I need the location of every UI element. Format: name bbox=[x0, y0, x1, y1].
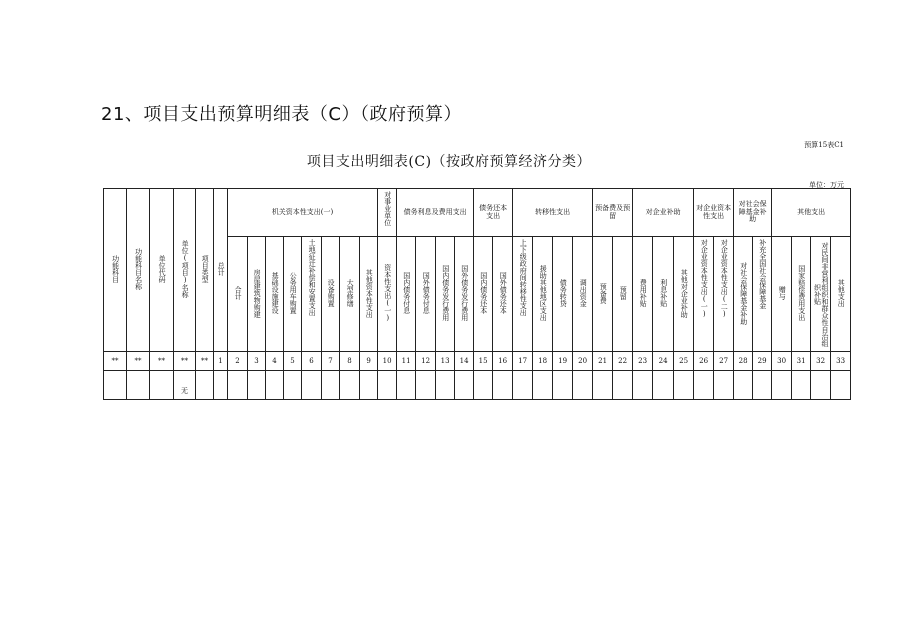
header-row-groups bbox=[104, 189, 851, 237]
col-head-sub: 对企业资本性支出(二) bbox=[714, 237, 734, 352]
code-cell: 7 bbox=[322, 352, 340, 371]
col-head-sub: 大型修缮 bbox=[340, 237, 360, 352]
code-cell: ** bbox=[174, 352, 196, 371]
col-head-sub: 国内债务发行费用 bbox=[436, 237, 455, 352]
data-cell bbox=[613, 371, 633, 400]
data-cell bbox=[455, 371, 474, 400]
data-cell bbox=[284, 371, 302, 400]
col-head-sub: 预备费 bbox=[593, 237, 613, 352]
group-head-debt-principal: 债务还本支出 bbox=[474, 189, 513, 237]
code-cell: 4 bbox=[266, 352, 284, 371]
code-cell: 24 bbox=[653, 352, 674, 371]
code-cell: 1 bbox=[214, 352, 228, 371]
code-cell: 3 bbox=[248, 352, 266, 371]
data-cell bbox=[214, 371, 228, 400]
code-cell: 25 bbox=[674, 352, 694, 371]
table-title: 项目支出明细表(C)（按政府预算经济分类） bbox=[306, 154, 592, 170]
data-cell bbox=[573, 371, 593, 400]
data-cell bbox=[653, 371, 674, 400]
col-head-sub: 债务转贷 bbox=[553, 237, 573, 352]
code-cell: 33 bbox=[831, 352, 851, 371]
data-cell bbox=[416, 371, 436, 400]
col-head-sub: 预留 bbox=[613, 237, 633, 352]
data-cell bbox=[493, 371, 513, 400]
col-head-sub: 合计 bbox=[228, 237, 248, 352]
data-cell bbox=[593, 371, 613, 400]
col-head-project-type: 项目类型 bbox=[196, 189, 214, 352]
group-head-enterprise-capital: 对企业资本性支出 bbox=[694, 189, 734, 237]
col-head-function-code: 功能科目 bbox=[104, 189, 127, 352]
col-head-sub: 对社会保障基金补助 bbox=[734, 237, 753, 352]
col-head-unit-name: 单位(项目)名称 bbox=[174, 189, 196, 352]
col-head-sub: 调出资金 bbox=[573, 237, 593, 352]
data-cell bbox=[228, 371, 248, 400]
col-head-sub: 国内债务付息 bbox=[397, 237, 416, 352]
code-cell: 14 bbox=[455, 352, 474, 371]
form-code: 预算15表C1 bbox=[804, 141, 844, 149]
code-cell: 19 bbox=[553, 352, 573, 371]
code-cell: ** bbox=[104, 352, 127, 371]
code-cell: 23 bbox=[633, 352, 653, 371]
data-cell bbox=[248, 371, 266, 400]
group-head-capital-1: 机关资本性支出(一) bbox=[228, 189, 378, 237]
data-row bbox=[104, 371, 851, 400]
data-cell bbox=[436, 371, 455, 400]
data-cell bbox=[753, 371, 772, 400]
code-cell: 29 bbox=[753, 352, 772, 371]
col-head-sub: 国内债务还本 bbox=[474, 237, 493, 352]
code-cell: 31 bbox=[792, 352, 811, 371]
col-head-sub: 土地征迁补偿和安置支出 bbox=[302, 237, 322, 352]
code-cell: ** bbox=[150, 352, 174, 371]
data-cell bbox=[397, 371, 416, 400]
data-cell bbox=[360, 371, 378, 400]
col-head-sub: 其他资本性支出 bbox=[360, 237, 378, 352]
code-cell: 11 bbox=[397, 352, 416, 371]
data-cell bbox=[633, 371, 653, 400]
code-cell: 21 bbox=[593, 352, 613, 371]
code-cell: 32 bbox=[811, 352, 831, 371]
col-head-unit-code: 单位代码 bbox=[150, 189, 174, 352]
col-head-sub: 国外债务还本 bbox=[493, 237, 513, 352]
data-cell bbox=[694, 371, 714, 400]
code-row bbox=[104, 352, 851, 371]
col-head-sub: 房屋建筑物购建 bbox=[248, 237, 266, 352]
col-head-sub: 费用补贴 bbox=[633, 237, 653, 352]
code-cell: 12 bbox=[416, 352, 436, 371]
code-cell: 15 bbox=[474, 352, 493, 371]
group-head-other: 其他支出 bbox=[772, 189, 851, 237]
data-cell bbox=[792, 371, 811, 400]
data-cell bbox=[302, 371, 322, 400]
code-cell: 22 bbox=[613, 352, 633, 371]
code-cell: 26 bbox=[694, 352, 714, 371]
col-head-total: 总计 bbox=[214, 189, 228, 352]
code-cell: 6 bbox=[302, 352, 322, 371]
data-cell bbox=[266, 371, 284, 400]
group-head-social-security: 对社会保障基金补助 bbox=[734, 189, 772, 237]
code-cell: ** bbox=[196, 352, 214, 371]
page-heading: 21、项目支出预算明细表（C）（政府预算） bbox=[101, 104, 462, 125]
code-cell: 9 bbox=[360, 352, 378, 371]
data-cell bbox=[150, 371, 174, 400]
code-cell: ** bbox=[127, 352, 150, 371]
col-head-function-name: 功能科目名称 bbox=[127, 189, 150, 352]
data-cell bbox=[533, 371, 553, 400]
col-head-sub: 补充全国社会保障基金 bbox=[753, 237, 772, 352]
data-cell bbox=[104, 371, 127, 400]
code-cell: 8 bbox=[340, 352, 360, 371]
data-cell bbox=[811, 371, 831, 400]
code-cell: 28 bbox=[734, 352, 753, 371]
code-cell: 2 bbox=[228, 352, 248, 371]
data-cell bbox=[322, 371, 340, 400]
col-head-sub: 其他支出 bbox=[831, 237, 851, 352]
code-cell: 10 bbox=[378, 352, 397, 371]
data-cell bbox=[340, 371, 360, 400]
col-head-sub: 资本性支出(一) bbox=[378, 237, 397, 352]
col-head-sub: 利息补贴 bbox=[653, 237, 674, 352]
budget-table bbox=[103, 188, 851, 400]
col-head-sub: 其他对企业补助 bbox=[674, 237, 694, 352]
data-cell bbox=[378, 371, 397, 400]
data-cell bbox=[513, 371, 533, 400]
code-cell: 16 bbox=[493, 352, 513, 371]
col-head-sub: 上下级政府间转移性支出 bbox=[513, 237, 533, 352]
code-cell: 13 bbox=[436, 352, 455, 371]
col-head-sub: 援助其他地区支出 bbox=[533, 237, 553, 352]
col-head-sub: 国外债务发行费用 bbox=[455, 237, 474, 352]
group-head-debt-interest: 债务利息及费用支出 bbox=[397, 189, 474, 237]
code-cell: 5 bbox=[284, 352, 302, 371]
group-head-reserve: 预备费及预留 bbox=[593, 189, 633, 237]
data-cell bbox=[772, 371, 792, 400]
col-head-sub: 国外债务付息 bbox=[416, 237, 436, 352]
col-head-sub: 赠与 bbox=[772, 237, 792, 352]
code-cell: 27 bbox=[714, 352, 734, 371]
code-cell: 17 bbox=[513, 352, 533, 371]
data-cell bbox=[714, 371, 734, 400]
col-head-sub: 公务用车购置 bbox=[284, 237, 302, 352]
col-head-sub: 对民间非营利组织和群众性自治组织补贴 bbox=[811, 237, 831, 352]
data-cell bbox=[474, 371, 493, 400]
data-cell bbox=[674, 371, 694, 400]
data-cell bbox=[831, 371, 851, 400]
data-cell bbox=[196, 371, 214, 400]
data-cell bbox=[127, 371, 150, 400]
unit-label: 单位：万元 bbox=[809, 181, 844, 189]
col-head-sub: 对企业资本性支出(一) bbox=[694, 237, 714, 352]
col-head-sub: 设备购置 bbox=[322, 237, 340, 352]
group-head-transfer: 转移性支出 bbox=[513, 189, 593, 237]
code-cell: 18 bbox=[533, 352, 553, 371]
code-cell: 30 bbox=[772, 352, 792, 371]
group-head-public-institutions: 对事业单位 bbox=[378, 189, 397, 237]
col-head-sub: 国家赔偿费用支出 bbox=[792, 237, 811, 352]
data-cell-unit-name: 无 bbox=[174, 371, 196, 400]
data-cell bbox=[553, 371, 573, 400]
col-head-sub: 基础设施建设 bbox=[266, 237, 284, 352]
code-cell: 20 bbox=[573, 352, 593, 371]
group-head-enterprise-subsidy: 对企业补助 bbox=[633, 189, 694, 237]
data-cell bbox=[734, 371, 753, 400]
